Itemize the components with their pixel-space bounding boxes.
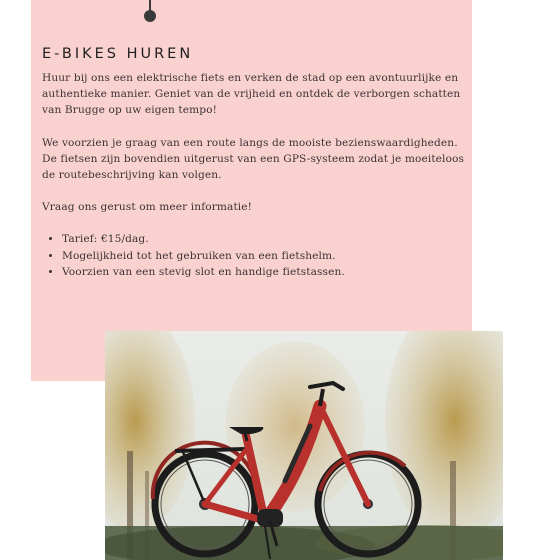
pin-dot-icon xyxy=(144,10,156,22)
section-title: E-BIKES HUREN xyxy=(42,46,194,62)
intro-paragraph: Huur bij ons een elektrische fiets en verken de stad op een avontuurlijke en authentieke manier. Geniet van de vrijheid en ontdek de verborgen schatten van Brugge op uw eigen tempo! xyxy=(42,72,461,117)
bike-photo xyxy=(105,331,503,560)
route-paragraph: We voorzien je graag van een route langs de mooiste bezienswaardigheden. De fietsen zijn bovendien uitgerust van een GPS-systeem zodat je moeiteloos de routebeschrijving kan volgen. xyxy=(42,136,465,182)
bike-photo-illustration xyxy=(105,331,503,560)
list-item-helmet: • Mogelijkheid tot het gebruiken van een fietshelm. xyxy=(62,248,467,264)
list-item-price: • Tarief: €15/dag. xyxy=(62,231,467,247)
section-body xyxy=(42,70,467,280)
list-item-lock: • Voorzien van een stevig slot en handige fietstassen. xyxy=(62,264,467,280)
info-paragraph: Vraag ons gerust om meer informatie! xyxy=(42,201,253,214)
feature-list xyxy=(42,231,467,280)
